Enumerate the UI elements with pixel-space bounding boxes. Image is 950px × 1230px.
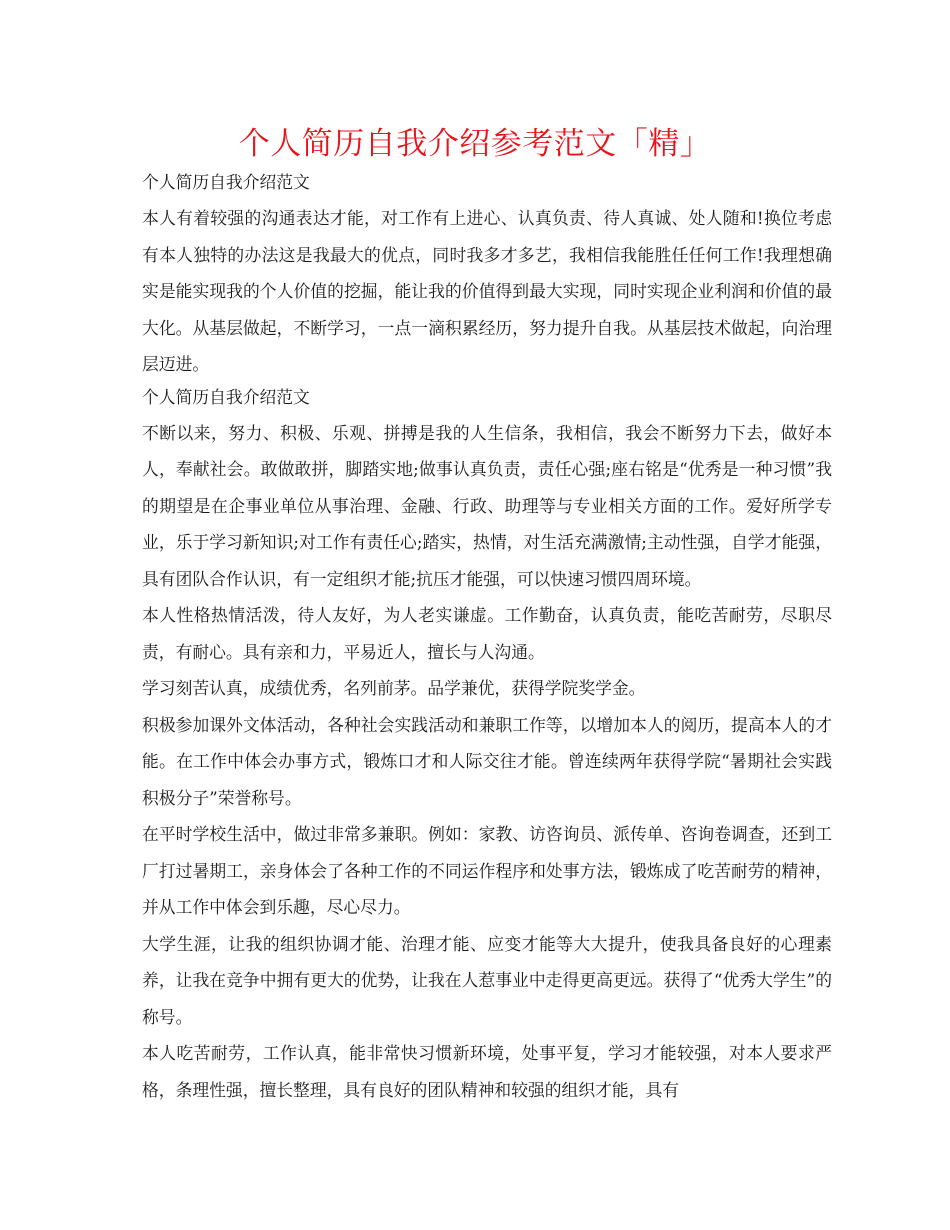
section-heading: 个人简历自我介绍范文 bbox=[142, 172, 310, 192]
paragraph: 积极参加课外文体活动，各种社会实践活动和兼职工作等，以增加本人的阅历，提高本人的才能。在工作中体会办事方式，锻炼口才和人际交往才能。曾连续两年获得学院“暑期社会实践积极分子”荣誉称号。 bbox=[142, 714, 832, 808]
paragraph: 本人性格热情活泼，待人友好，为人老实谦虚。工作勤奋，认真负责，能吃苦耐劳，尽职尽责，有耐心。具有亲和力，平易近人，擅长与人沟通。 bbox=[142, 605, 832, 662]
paragraph: 本人有着较强的沟通表达才能，对工作有上进心、认真负责、待人真诚、处人随和!换位考虑有本人独特的办法这是我最大的优点，同时我多才多艺，我相信我能胜任任何工作!我理想确实是能实现我的个人价值的挖掘，能让我的价值得到最大实现，同时实现企业利润和价值的最大化。从基层做起，不断学习，一点一滴积累经历，努力提升自我。从基层技术做起，向治理层迈进。 bbox=[142, 208, 832, 374]
paragraph: 不断以来，努力、积极、乐观、拼搏是我的人生信条，我相信，我会不断努力下去，做好本人，奉献社会。敢做敢拼，脚踏实地;做事认真负责，责任心强;座右铭是“优秀是一种习惯”我的期望是在企事业单位从事治理、金融、行政、助理等与专业相关方面的工作。爱好所学专业，乐于学习新知识;对工作有责任心;踏实，热情，对生活充满激情;主动性强，自学才能强，具有团队合作认识，有一定组织才能;抗压才能强，可以快速习惯四周环境。 bbox=[142, 422, 832, 589]
paragraph: 本人吃苦耐劳，工作认真，能非常快习惯新环境，处事平复，学习才能较强，对本人要求严格，条理性强，擅长整理，具有良好的团队精神和较强的组织才能，具有 bbox=[142, 1043, 832, 1100]
paragraph: 学习刻苦认真，成绩优秀，名列前茅。品学兼优，获得学院奖学金。 bbox=[142, 678, 646, 698]
section-heading: 个人简历自我介绍范文 bbox=[142, 386, 310, 407]
document-title: 个人简历自我介绍参考范文「精」 bbox=[238, 126, 712, 162]
document-body bbox=[142, 170, 832, 1108]
paragraph: 大学生涯，让我的组织协调才能、治理才能、应变才能等大大提升，使我具备良好的心理素养，让我在竞争中拥有更大的优势，让我在人惹事业中走得更高更远。获得了“优秀大学生”的称号。 bbox=[142, 933, 832, 1027]
paragraph: 在平时学校生活中，做过非常多兼职。例如：家教、访咨询员、派传单、咨询卷调查，还到工厂打过暑期工，亲身体会了各种工作的不同运作程序和处事方法，锻炼成了吃苦耐劳的精神，并从工作中体会到乐趣，尽心尽力。 bbox=[142, 824, 832, 917]
